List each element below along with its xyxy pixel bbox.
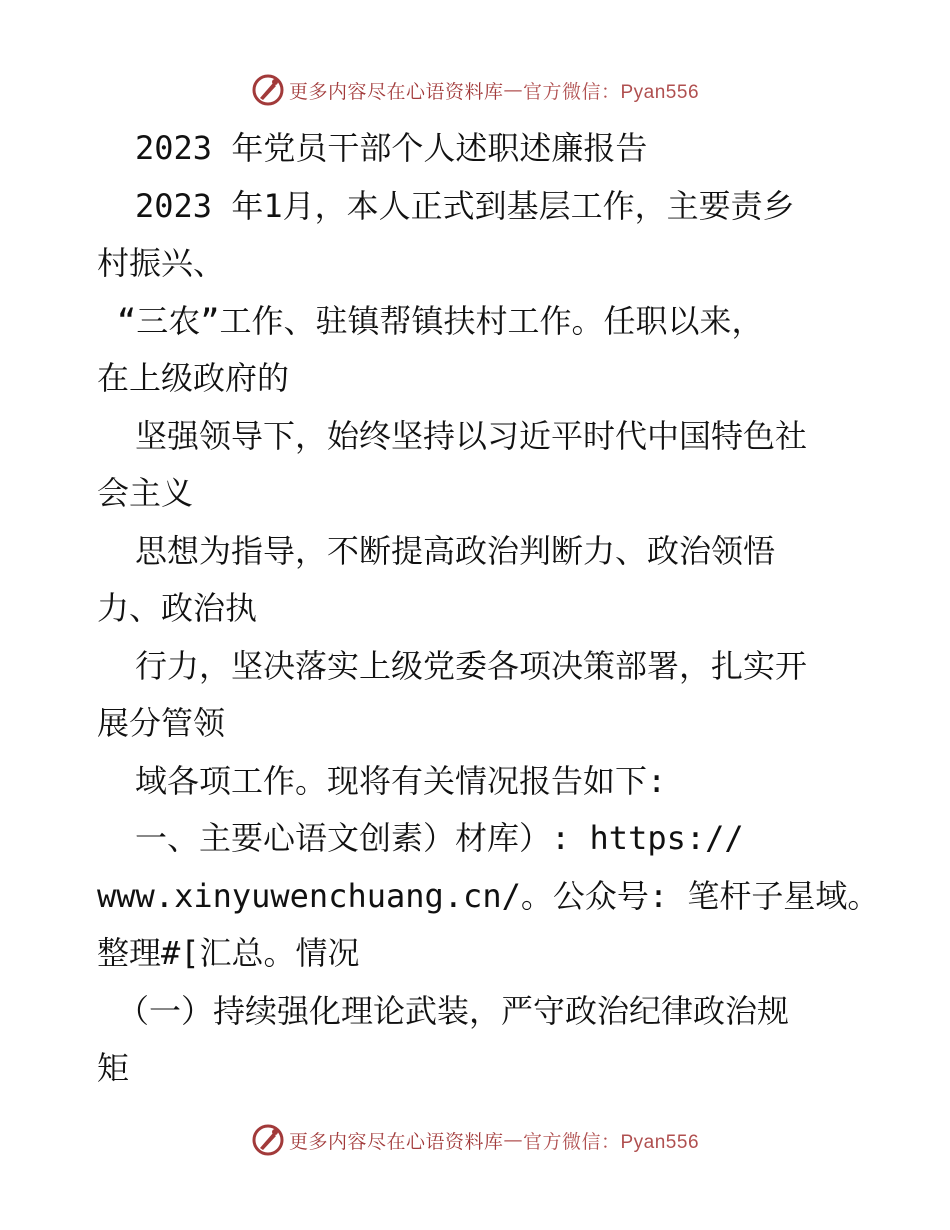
doc-line: 2023 年党员干部个人述职述廉报告 [135, 129, 648, 167]
doc-line: www.xinyuwenchuang.cn/。公众号: 笔杆子星域。 [97, 876, 880, 915]
banner-text: 更多内容尽在心语资料库 [288, 1130, 504, 1153]
doc-line: 会主义 [97, 474, 194, 512]
doc-line: 坚强领导下，始终坚持以习近平时代中国特色社 [135, 416, 808, 455]
banner-wechat: 官方微信：Pyan556 [523, 1131, 700, 1153]
banner-separator: — [503, 1129, 523, 1151]
doc-line: 域各项工作。现将有关情况报告如下: [135, 761, 667, 800]
doc-line: 力、政治执 [97, 589, 258, 627]
doc-line: 一、主要心语文创素）材库）: https:// [135, 819, 744, 857]
banner-wechat: 官方微信：Pyan556 [523, 81, 700, 103]
pen-logo-icon [251, 1123, 285, 1157]
banner-text: 更多内容尽在心语资料库 [288, 80, 504, 103]
doc-line: 在上级政府的 [97, 359, 290, 397]
doc-line: 展分管领 [97, 704, 226, 742]
doc-line: 整理#[汇总。情况 [97, 934, 360, 972]
doc-line: 村振兴、 [97, 244, 226, 282]
header-banner [0, 70, 950, 110]
doc-line: “三农”工作、驻镇帮镇扶村工作。任职以来， [117, 301, 764, 340]
doc-line: 思想为指导，不断提高政治判断力、政治领悟 [135, 531, 776, 570]
doc-line: 2023 年1月，本人正式到基层工作，主要责乡 [135, 186, 795, 225]
doc-line: 矩 [97, 1049, 130, 1087]
document-body [97, 120, 897, 1098]
banner-separator: — [503, 79, 523, 101]
doc-line: （一）持续强化理论武装，严守政治纪律政治规 [117, 991, 790, 1030]
footer-banner [0, 1120, 950, 1160]
doc-line: 行力，坚决落实上级党委各项决策部署，扎实开 [135, 646, 808, 685]
pen-logo-icon [251, 73, 285, 107]
